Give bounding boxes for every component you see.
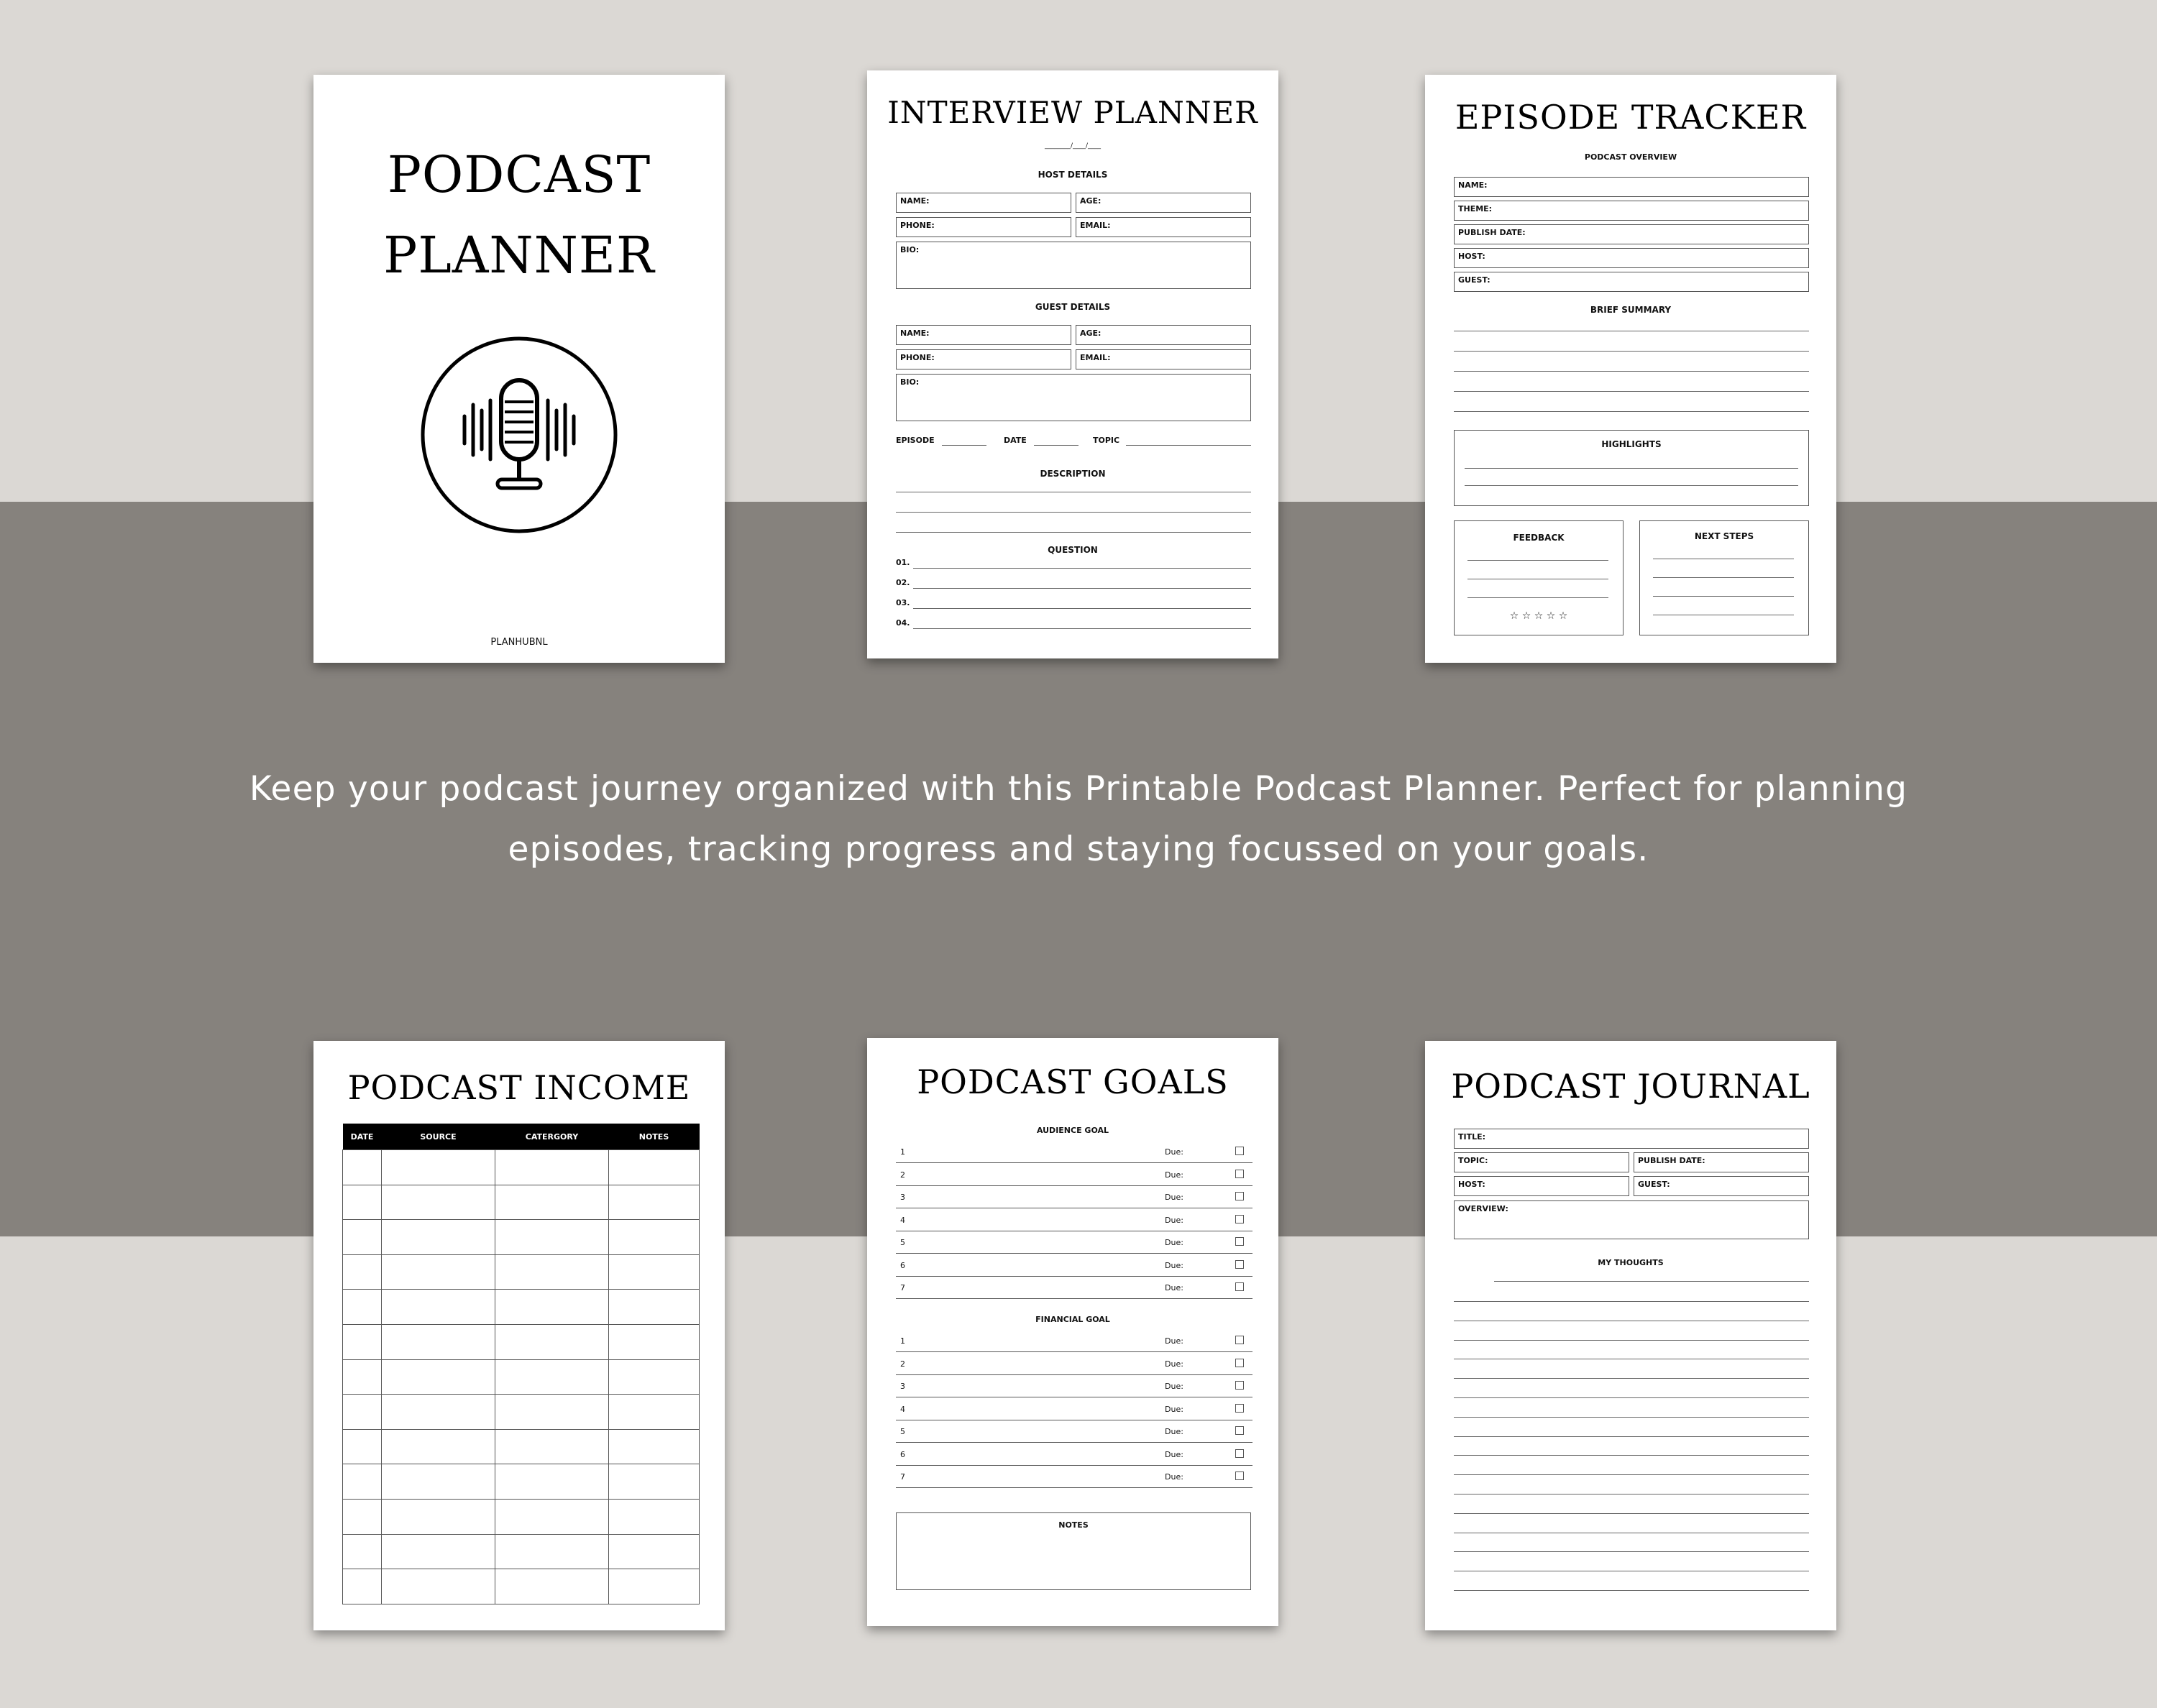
tracker-field-label: NAME: [1458, 180, 1488, 190]
table-cell[interactable] [382, 1569, 495, 1604]
description-line [896, 512, 1251, 513]
journal-guest-label: GUEST: [1638, 1180, 1670, 1189]
guest-bio-field[interactable] [896, 374, 1251, 421]
financial-goal-row [896, 1397, 1252, 1420]
my-thoughts-heading: MY THOUGHTS [1598, 1258, 1664, 1267]
audience-goal-row [896, 1185, 1252, 1208]
goal-number: 2 [900, 1170, 905, 1180]
guest-email-field[interactable] [1076, 349, 1251, 369]
journal-overview-label: OVERVIEW: [1458, 1204, 1508, 1213]
table-cell[interactable] [495, 1290, 609, 1325]
host-email-label: EMAIL: [1080, 221, 1111, 230]
audience-goal-row [896, 1140, 1252, 1163]
question-number: 02. [896, 578, 910, 587]
table-row [343, 1220, 700, 1255]
goal-number: 1 [900, 1336, 905, 1346]
table-cell[interactable] [495, 1220, 609, 1255]
question-number: 03. [896, 598, 910, 607]
table-cell[interactable] [609, 1429, 700, 1464]
interview-date-line: ________/____/____ [1044, 142, 1102, 150]
journal-title-field[interactable] [1454, 1129, 1809, 1149]
journal-publish-field[interactable] [1634, 1152, 1809, 1172]
goal-checkbox[interactable] [1235, 1237, 1244, 1246]
thoughts-line [1454, 1301, 1809, 1302]
goal-due-label: Due: [1165, 1260, 1183, 1270]
income-title: PODCAST INCOME [347, 1068, 691, 1107]
summary-line [1454, 411, 1809, 412]
caption-line-2: episodes, tracking progress and staying focussed on your goals. [508, 830, 1649, 869]
feedback-line [1467, 560, 1608, 561]
audience-goal-heading: AUDIENCE GOAL [1036, 1126, 1109, 1135]
cover-brand: PLANHUBNL [490, 637, 548, 648]
journal-topic-field[interactable] [1454, 1152, 1629, 1172]
guest-details-heading: GUEST DETAILS [1035, 302, 1111, 312]
goals-title: PODCAST GOALS [917, 1062, 1229, 1101]
next-steps-line [1653, 577, 1794, 578]
journal-topic-label: TOPIC: [1458, 1156, 1488, 1165]
goal-checkbox[interactable] [1235, 1147, 1244, 1155]
goal-number: 5 [900, 1427, 905, 1436]
podcast-overview-heading: PODCAST OVERVIEW [1584, 152, 1677, 162]
thoughts-line [1454, 1340, 1809, 1341]
thoughts-line [1454, 1513, 1809, 1514]
table-cell[interactable] [495, 1395, 609, 1430]
tracker-title: EPISODE TRACKER [1455, 98, 1807, 137]
question-number: 04. [896, 618, 910, 628]
goals-notes-heading: NOTES [1058, 1520, 1089, 1530]
table-cell[interactable] [609, 1290, 700, 1325]
description-heading: DESCRIPTION [1040, 469, 1106, 479]
goal-number: 6 [900, 1449, 905, 1459]
tracker-host-field[interactable] [1454, 248, 1809, 268]
table-cell[interactable] [343, 1395, 382, 1430]
goal-checkbox[interactable] [1235, 1381, 1244, 1390]
goal-due-label: Due: [1165, 1404, 1183, 1414]
table-cell[interactable] [609, 1464, 700, 1500]
goal-checkbox[interactable] [1235, 1359, 1244, 1367]
host-email-field[interactable] [1076, 217, 1251, 237]
goal-checkbox[interactable] [1235, 1449, 1244, 1458]
table-cell[interactable] [609, 1395, 700, 1430]
guest-email-label: EMAIL: [1080, 353, 1111, 362]
thoughts-line [1454, 1551, 1809, 1552]
host-age-label: AGE: [1080, 196, 1102, 206]
host-phone-field[interactable] [896, 217, 1071, 237]
table-cell[interactable] [382, 1499, 495, 1534]
thoughts-line [1494, 1281, 1809, 1282]
thoughts-line [1454, 1397, 1809, 1398]
table-cell[interactable] [343, 1290, 382, 1325]
summary-line [1454, 351, 1809, 352]
brief-summary-heading: BRIEF SUMMARY [1590, 305, 1672, 315]
table-cell[interactable] [382, 1185, 495, 1220]
goal-checkbox[interactable] [1235, 1426, 1244, 1435]
table-cell[interactable] [382, 1429, 495, 1464]
date-label: DATE [1004, 436, 1027, 445]
audience-goal-row [896, 1208, 1252, 1231]
topic-label: TOPIC [1093, 436, 1120, 445]
table-cell[interactable] [382, 1254, 495, 1290]
goal-number: 4 [900, 1215, 905, 1225]
goal-number: 6 [900, 1260, 905, 1270]
highlights-heading: HIGHLIGHTS [1601, 439, 1662, 449]
financial-goal-row [896, 1374, 1252, 1397]
financial-goal-row [896, 1465, 1252, 1488]
question-line [913, 608, 1251, 609]
host-bio-label: BIO: [900, 245, 920, 254]
table-cell[interactable] [343, 1185, 382, 1220]
audience-goal-row [896, 1231, 1252, 1254]
table-cell[interactable] [495, 1150, 609, 1185]
question-line [913, 568, 1251, 569]
financial-goal-row [896, 1329, 1252, 1352]
feedback-line [1467, 597, 1608, 598]
tracker-field-label: HOST: [1458, 252, 1485, 261]
goal-checkbox[interactable] [1235, 1170, 1244, 1178]
thoughts-line [1454, 1417, 1809, 1418]
table-cell[interactable] [343, 1569, 382, 1604]
goal-number: 5 [900, 1238, 905, 1247]
table-cell[interactable] [495, 1569, 609, 1604]
topic-line [1126, 445, 1251, 446]
goal-number: 7 [900, 1283, 905, 1293]
financial-goal-row [896, 1420, 1252, 1443]
table-row [343, 1569, 700, 1604]
host-name-label: NAME: [900, 196, 930, 206]
table-cell[interactable] [495, 1429, 609, 1464]
table-row [343, 1150, 700, 1185]
table-cell[interactable] [343, 1534, 382, 1569]
goal-due-label: Due: [1165, 1382, 1183, 1391]
table-cell[interactable] [382, 1290, 495, 1325]
cover-page [313, 75, 725, 663]
table-cell[interactable] [343, 1429, 382, 1464]
table-cell[interactable] [609, 1324, 700, 1359]
table-row [343, 1395, 700, 1430]
goal-checkbox[interactable] [1235, 1404, 1244, 1413]
thoughts-line [1454, 1474, 1809, 1475]
episode-line [942, 445, 986, 446]
table-cell[interactable] [609, 1185, 700, 1220]
goal-due-label: Due: [1165, 1238, 1183, 1247]
table-cell[interactable] [495, 1324, 609, 1359]
goal-number: 2 [900, 1359, 905, 1369]
goal-checkbox[interactable] [1235, 1336, 1244, 1344]
table-row [343, 1534, 700, 1569]
host-details-heading: HOST DETAILS [1038, 170, 1108, 180]
star-rating[interactable]: ☆ ☆ ☆ ☆ ☆ [1509, 610, 1568, 622]
question-number: 01. [896, 558, 910, 567]
goal-due-label: Due: [1165, 1336, 1183, 1346]
question-heading: QUESTION [1048, 545, 1098, 555]
table-cell[interactable] [495, 1499, 609, 1534]
journal-host-field[interactable] [1454, 1176, 1629, 1196]
table-cell[interactable] [495, 1254, 609, 1290]
tracker-name-field[interactable] [1454, 177, 1809, 197]
podcast-goals-page [867, 1038, 1278, 1626]
cover-title-line2: PLANNER [383, 226, 655, 285]
journal-publish-label: PUBLISH DATE: [1638, 1156, 1705, 1165]
table-row [343, 1359, 700, 1395]
episode-tracker-page [1425, 75, 1836, 663]
thoughts-line [1454, 1378, 1809, 1379]
financial-goal-row [896, 1443, 1252, 1466]
table-cell[interactable] [495, 1359, 609, 1395]
description-line [896, 532, 1251, 533]
tracker-publish-date-field[interactable] [1454, 224, 1809, 244]
guest-phone-label: PHONE: [900, 353, 935, 362]
goal-due-label: Due: [1165, 1283, 1183, 1293]
highlights-line [1465, 485, 1798, 486]
financial-goal-row [896, 1352, 1252, 1375]
table-cell[interactable] [382, 1359, 495, 1395]
tracker-field-label: THEME: [1458, 204, 1493, 214]
guest-age-field[interactable] [1076, 325, 1251, 345]
table-cell[interactable] [609, 1359, 700, 1395]
financial-goal-heading: FINANCIAL GOAL [1035, 1315, 1110, 1324]
goal-due-label: Due: [1165, 1215, 1183, 1225]
tracker-theme-field[interactable] [1454, 201, 1809, 221]
income-col-source: SOURCE [382, 1124, 495, 1150]
table-cell[interactable] [343, 1220, 382, 1255]
highlights-box [1454, 430, 1809, 506]
date-line [1034, 445, 1078, 446]
table-cell[interactable] [495, 1185, 609, 1220]
table-cell[interactable] [609, 1499, 700, 1534]
journal-title-label: TITLE: [1458, 1132, 1486, 1142]
table-cell[interactable] [343, 1499, 382, 1534]
table-cell[interactable] [495, 1534, 609, 1569]
summary-line [1454, 371, 1809, 372]
podcast-journal-page [1425, 1041, 1836, 1630]
income-table [342, 1124, 700, 1604]
guest-phone-field[interactable] [896, 349, 1071, 369]
audience-goal-row [896, 1254, 1252, 1277]
microphone-icon [420, 336, 618, 534]
table-row [343, 1254, 700, 1290]
table-cell[interactable] [609, 1220, 700, 1255]
journal-host-label: HOST: [1458, 1180, 1485, 1189]
thoughts-line [1454, 1436, 1809, 1437]
table-cell[interactable] [343, 1359, 382, 1395]
audience-goal-row [896, 1276, 1252, 1299]
thoughts-line [1454, 1590, 1809, 1591]
income-col-notes: NOTES [609, 1124, 700, 1150]
table-row [343, 1429, 700, 1464]
next-steps-heading: NEXT STEPS [1694, 531, 1754, 541]
highlights-line [1465, 468, 1798, 469]
interview-planner-page [867, 70, 1278, 658]
table-cell[interactable] [609, 1569, 700, 1604]
table-cell[interactable] [382, 1395, 495, 1430]
question-line [913, 588, 1251, 589]
guest-name-field[interactable] [896, 325, 1071, 345]
tracker-guest-field[interactable] [1454, 272, 1809, 292]
goal-due-label: Due: [1165, 1449, 1183, 1459]
tracker-field-label: GUEST: [1458, 275, 1490, 285]
table-cell[interactable] [382, 1220, 495, 1255]
goal-due-label: Due: [1165, 1359, 1183, 1369]
goal-number: 3 [900, 1382, 905, 1391]
goal-checkbox[interactable] [1235, 1192, 1244, 1200]
cover-title-line1: PODCAST [387, 145, 651, 204]
guest-bio-label: BIO: [900, 377, 920, 387]
episode-label: EPISODE [896, 436, 935, 445]
guest-name-label: NAME: [900, 329, 930, 338]
table-cell[interactable] [382, 1534, 495, 1569]
goal-due-label: Due: [1165, 1147, 1183, 1157]
table-cell[interactable] [609, 1150, 700, 1185]
goal-checkbox[interactable] [1235, 1215, 1244, 1223]
journal-guest-field[interactable] [1634, 1176, 1809, 1196]
table-cell[interactable] [343, 1464, 382, 1500]
table-cell[interactable] [382, 1324, 495, 1359]
host-age-field[interactable] [1076, 193, 1251, 213]
goal-checkbox[interactable] [1235, 1282, 1244, 1291]
thoughts-line [1454, 1455, 1809, 1456]
table-cell[interactable] [382, 1464, 495, 1500]
goal-due-label: Due: [1165, 1193, 1183, 1202]
summary-line [1454, 391, 1809, 392]
table-row [343, 1324, 700, 1359]
table-row [343, 1499, 700, 1534]
caption-line-1: Keep your podcast journey organized with this Printable Podcast Planner. Perfect for planning [249, 769, 1908, 809]
question-line [913, 628, 1251, 629]
table-cell[interactable] [343, 1324, 382, 1359]
goal-number: 7 [900, 1472, 905, 1482]
goals-notes-box[interactable] [896, 1512, 1251, 1590]
audience-goal-row [896, 1163, 1252, 1186]
goal-number: 3 [900, 1193, 905, 1202]
income-col-category: CATERGORY [495, 1124, 609, 1150]
goal-checkbox[interactable] [1235, 1260, 1244, 1269]
tracker-field-label: PUBLISH DATE: [1458, 228, 1526, 237]
journal-title: PODCAST JOURNAL [1451, 1067, 1810, 1106]
income-col-date: DATE [343, 1124, 382, 1150]
feedback-box [1454, 520, 1624, 635]
next-steps-line [1653, 596, 1794, 597]
interview-title: INTERVIEW PLANNER [887, 95, 1258, 130]
goal-number: 1 [900, 1147, 905, 1157]
next-steps-box [1639, 520, 1809, 635]
goal-due-label: Due: [1165, 1472, 1183, 1482]
table-cell[interactable] [495, 1464, 609, 1500]
guest-age-label: AGE: [1080, 329, 1102, 338]
table-cell[interactable] [609, 1254, 700, 1290]
host-name-field[interactable] [896, 193, 1071, 213]
table-row [343, 1290, 700, 1325]
feedback-heading: FEEDBACK [1513, 533, 1565, 543]
goal-checkbox[interactable] [1235, 1471, 1244, 1480]
host-bio-field[interactable] [896, 242, 1251, 289]
goal-due-label: Due: [1165, 1427, 1183, 1436]
goal-number: 4 [900, 1404, 905, 1414]
table-row [343, 1464, 700, 1500]
goal-due-label: Due: [1165, 1170, 1183, 1180]
journal-overview-field[interactable] [1454, 1200, 1809, 1239]
podcast-income-page [313, 1041, 725, 1630]
table-row [343, 1185, 700, 1220]
table-cell[interactable] [382, 1150, 495, 1185]
table-cell[interactable] [343, 1254, 382, 1290]
host-phone-label: PHONE: [900, 221, 935, 230]
table-cell[interactable] [609, 1534, 700, 1569]
table-cell[interactable] [343, 1150, 382, 1185]
